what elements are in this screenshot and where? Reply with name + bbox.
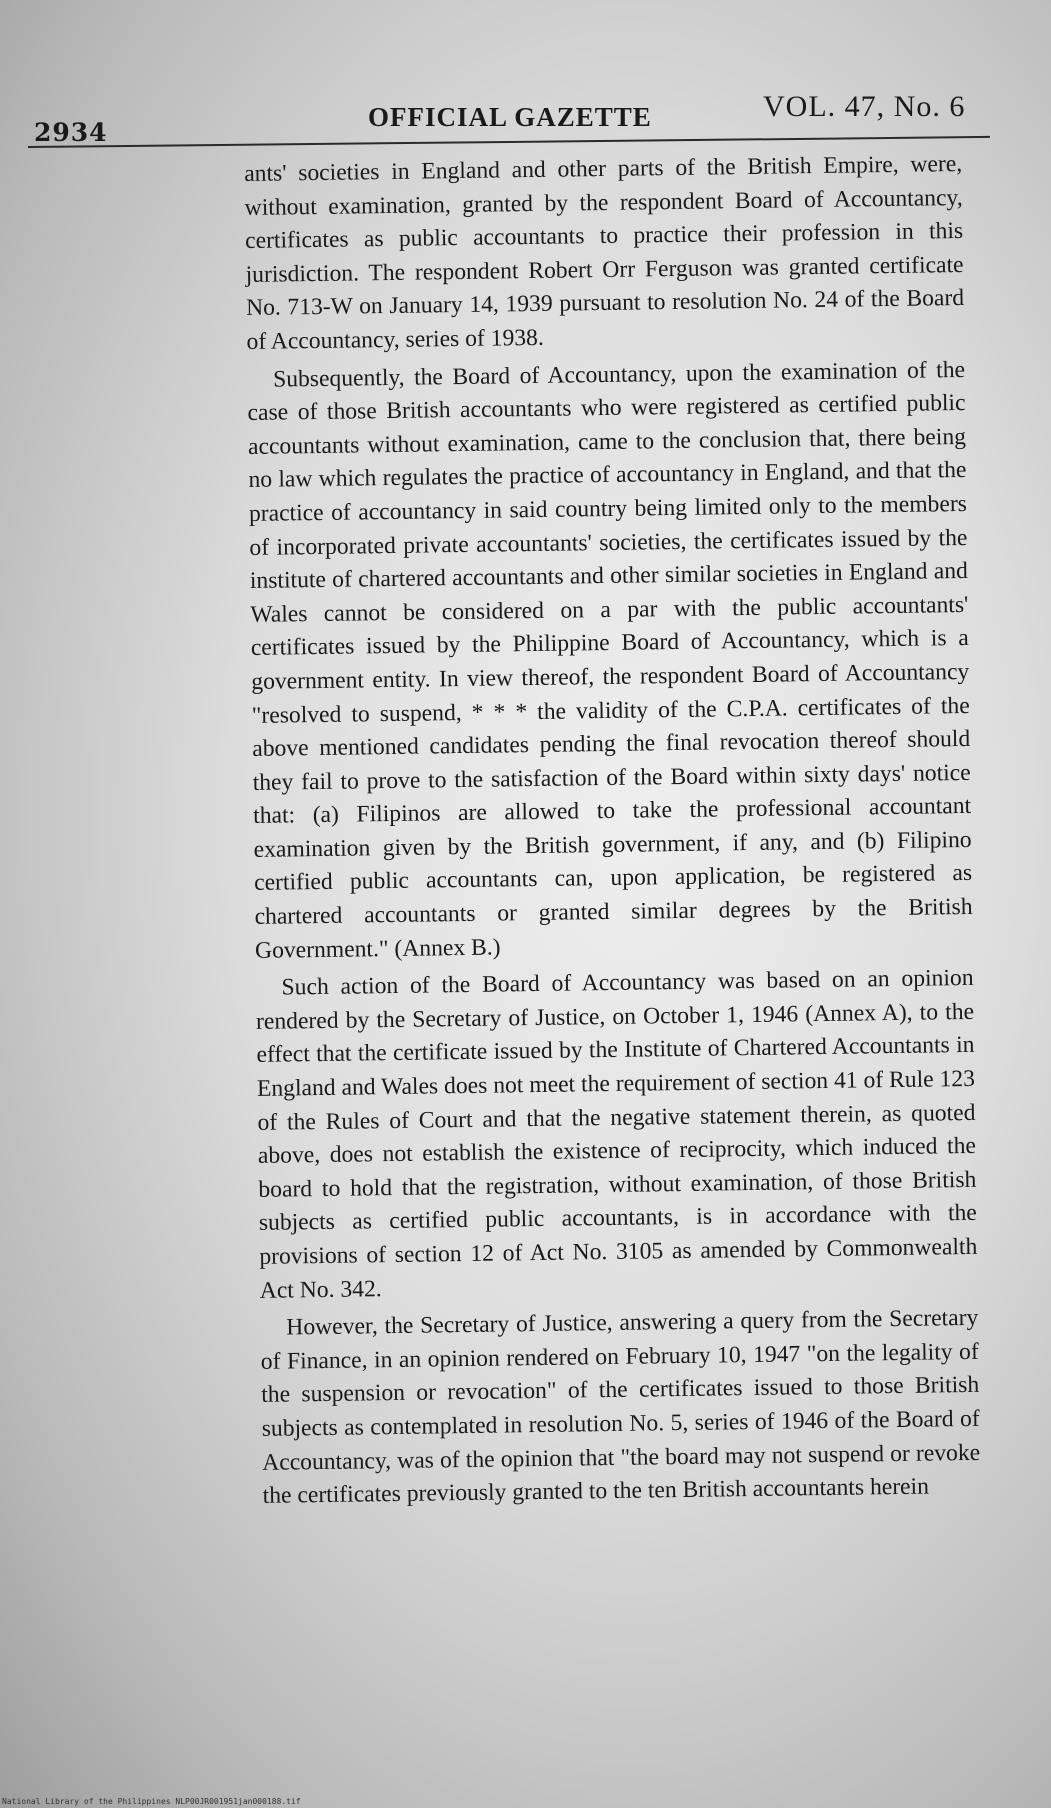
- paragraph-2: Subsequently, the Board of Accountancy, upon the examination of the case of those British accountants who were registered as certified public accountants without examination, came to the conclusion that, there being no law which regulates the practice of accountancy in England, and that the practice of accountancy in said country being limited only to the members of incorporated private accountants' societies, the certificates issued by the institute of chartered accountants and other similar societies in England and Wales cannot be considered on a par with the public accountants' certificates issued by the Philippine Board of Accountancy, which is a government entity. In view thereof, the respondent Board of Accountancy "resolved to suspend, * * * the validity of the C.P.A. certificates of the above mentioned candidates pending the final revocation thereof should they fail to prove to the satisfaction of the Board within sixty days' notice that: (a) Filipinos are allowed to take the professional accountant examination given by the British government, if any, and (b) Filipino certified public accountants can, upon application, be registered as chartered accountants or granted similar degrees by the British Government." (Annex B.): [247, 356, 973, 964]
- paragraph-3: Such action of the Board of Accountancy was based on an opinion rendered by the Secretary of Justice, on October 1, 1946 (Annex A), to the effect that the certificate issued by the Institute of Chartered Accountants in England and Wales does not meet the requirement of section 41 of Rule 123 of the Rules of Court and that the negative statement therein, as quoted above, does not establish the existence of reciprocity, which induced the board to hold that the registration, without examination, of those British subjects as certified public accountants, is in accordance with the provisions of section 12 of Act No. 3105 as amended by Commonwealth Act No. 342.: [255, 965, 978, 1304]
- page-number: 2934: [34, 118, 108, 147]
- volume-number: VOL. 47, No. 6: [763, 90, 966, 123]
- paragraph-4: However, the Secretary of Justice, answering a query from the Secretary of Finance, in an opinion rendered on February 10, 1947 "on the legality of the suspension or revocation" of the certificates issued to those British subjects as contemplated in resolution No. 5, series of 1946 of the Board of Accountancy, was of the opinion that "the board may not suspend or revoke the certificates previously granted to the ten British accountants herein: [260, 1305, 981, 1510]
- scan-source-note: National Library of the Philippines NLP00JR001951jan000188.tif: [2, 1797, 301, 1806]
- paragraph-1: ants' societies in England and other parts of the British Empire, were, without examination, granted by the respondent Board of Accountancy, certificates as public accountants to practice their profession in this jurisdiction. The respondent Robert Orr Ferguson was granted certificate No. 713-W on January 14, 1939 pursuant to resolution No. 24 of the Board of Accountancy, series of 1938.: [244, 150, 965, 355]
- publication-title: OFFICIAL GAZETTE: [368, 102, 652, 132]
- body-text: [244, 148, 981, 1518]
